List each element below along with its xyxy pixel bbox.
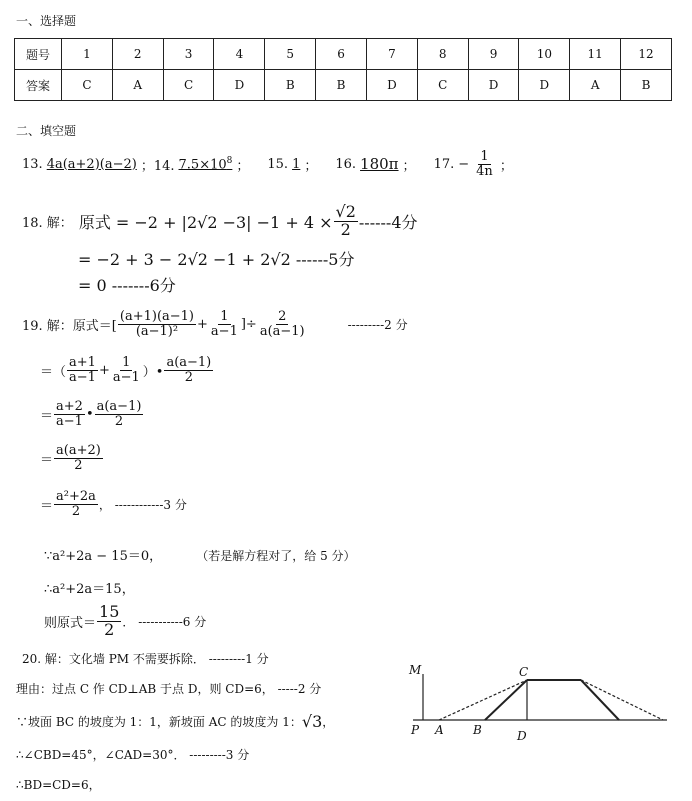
q14-answer: $7.5\times 10^8$ (178, 155, 233, 173)
q18-line-1 (22, 204, 418, 239)
label-p: P (411, 723, 420, 737)
q19-line-4 (40, 444, 104, 472)
q19-mark-6: ． -----------6 分 (122, 614, 207, 629)
separator: ； (236, 158, 250, 174)
question-number: 8 (417, 39, 468, 70)
slope-ac-dashed (439, 680, 527, 720)
equals-sign: ＝ (40, 498, 54, 514)
equals-sign: ＝ (40, 452, 54, 468)
label-c: C (519, 665, 529, 679)
plus-sign: + (98, 362, 110, 378)
separator: ； (402, 158, 416, 174)
label-d: D (517, 729, 527, 743)
q19-fraction-3: $\frac{2}{a(a-1)}$ (259, 309, 305, 339)
q15-answer: 1 (292, 156, 301, 172)
q19-line-3 (40, 400, 144, 428)
q17-fraction: $\frac{1}{4n}$ (476, 149, 493, 179)
result-label: 则原式＝ (44, 615, 97, 631)
label-m: M (409, 663, 422, 677)
slope-text: ∵坡面 BC 的坡度为 1：1，新坡面 AC 的坡度为 1： (16, 715, 302, 729)
table-row (15, 39, 672, 70)
answer-cell: C (62, 70, 113, 101)
q19-line-6 (44, 545, 356, 564)
section-title-choice: 一、选择题 (16, 14, 77, 28)
question-number: 7 (366, 39, 417, 70)
answer-cell: B (621, 70, 672, 101)
question-number: 3 (163, 39, 214, 70)
question-number: 11 (570, 39, 621, 70)
q20-line-4: ∴∠CBD=45°，∠CAD=30°． ---------3 分 (16, 748, 250, 762)
question-number: 6 (316, 39, 367, 70)
grading-note: （若是解方程对了，给 5 分） (196, 549, 356, 563)
separator: ； (304, 158, 318, 174)
dot: • (85, 406, 94, 422)
slope-right-line (581, 680, 619, 720)
close-dot: ）• (142, 364, 164, 380)
q19-mark-3: ， ------------3 分 (98, 497, 187, 512)
fraction: $\frac{\text{a²+2a}}{2}$ (56, 489, 96, 519)
separator: ； (499, 158, 513, 174)
answer-cell: D (468, 70, 519, 101)
q19-line-7: ∴a²+2a＝15， (44, 582, 135, 597)
question-number: 2 (112, 39, 163, 70)
fraction: $\frac{a+2}{a-1}$ (56, 399, 83, 429)
row-header-number: 题号 (15, 39, 62, 70)
equals-sign: ＝ (40, 408, 54, 424)
answer-cell: C (163, 70, 214, 101)
question-number: 10 (519, 39, 570, 70)
slope-right-dashed (581, 680, 663, 720)
q19-line-1 (22, 310, 408, 338)
q20-line-3 (16, 712, 334, 731)
q19-fraction-2: $\frac{1}{a-1}$ (210, 309, 238, 339)
q20-line-5: ∴BD=CD=6， (16, 778, 101, 792)
answer-cell: B (265, 70, 316, 101)
question-number: 9 (468, 39, 519, 70)
answer-table (14, 38, 672, 101)
q16-answer: 180π (360, 155, 399, 174)
label-a: A (435, 723, 444, 737)
q18-line-2: = −2 + 3 − 2√2 −1 + 2√2 ------5分 (78, 250, 355, 269)
answer-cell: A (112, 70, 163, 101)
slope-bc-line (485, 680, 527, 720)
answer-cell: B (316, 70, 367, 101)
table-row (15, 70, 672, 101)
label-b: B (473, 723, 482, 737)
comma: ， (322, 715, 335, 729)
answer-cell: D (366, 70, 417, 101)
q18-fraction: $\frac{√2}{2}$ (335, 202, 356, 239)
equals-open: ＝（ (40, 364, 67, 380)
q19-label: 19. 解：原式＝[ (22, 318, 117, 334)
q15-number: 15. (267, 156, 289, 172)
q19-mark-2: ---------2 分 (347, 317, 408, 332)
q19-line-8 (44, 604, 206, 639)
q19-fraction-1: $\frac{(a+1)(a-1)}{\text{(a−1)²}}$ (119, 309, 195, 339)
question-number: 1 (62, 39, 113, 70)
section-title-fill: 二、填空题 (16, 124, 77, 138)
question-number: 5 (265, 39, 316, 70)
fraction: $\frac{a+1}{a-1}$ (69, 355, 96, 385)
fraction: $\frac{a(a+2)}{2}$ (56, 443, 101, 473)
slope-diagram (405, 660, 673, 744)
question-number: 12 (621, 39, 672, 70)
fraction: $\frac{15}{2}$ (99, 602, 120, 639)
question-number: 4 (214, 39, 265, 70)
q20-line-2: 理由：过点 C 作 CD⊥AB 于点 D，则 CD=6， -----2 分 (16, 682, 322, 696)
answer-cell: C (417, 70, 468, 101)
q18-mark-4: ------4分 (358, 212, 418, 232)
q17-number: 17. (433, 156, 455, 172)
q19-line-2 (40, 356, 214, 384)
q18-expression: 原式 = −2 + |2√2 −3| −1 + 4 × (78, 212, 333, 232)
q20-line-1: 20. 解：文化墙 PM 不需要拆除． ---------1 分 (22, 652, 269, 666)
q19-line-5 (40, 490, 187, 518)
q17-sign: − (458, 156, 470, 172)
condition: ∵a²+2a − 15＝0， (44, 549, 163, 564)
answer-cell: D (519, 70, 570, 101)
fraction: $\frac{1}{a-1}$ (112, 355, 140, 385)
q14-number: ；14. (140, 158, 175, 174)
q13-answer: 4a(a+2)(a−2) (46, 156, 137, 172)
q18-label: 18. 解： (22, 215, 73, 231)
answer-cell: A (570, 70, 621, 101)
q18-line-3: = 0 -------6分 (78, 276, 176, 295)
sqrt3: √3 (301, 712, 323, 731)
plus-sign: + (197, 316, 208, 332)
fill-answers-line (22, 150, 513, 178)
fraction: $\frac{a(a-1)}{2}$ (166, 355, 212, 385)
answer-cell: D (214, 70, 265, 101)
fraction: $\frac{a(a-1)}{2}$ (96, 399, 142, 429)
divide-sign: ]÷ (240, 316, 257, 332)
q16-number: 16. (335, 156, 357, 172)
q13-number: 13. (22, 156, 43, 172)
row-header-answer: 答案 (15, 70, 62, 101)
